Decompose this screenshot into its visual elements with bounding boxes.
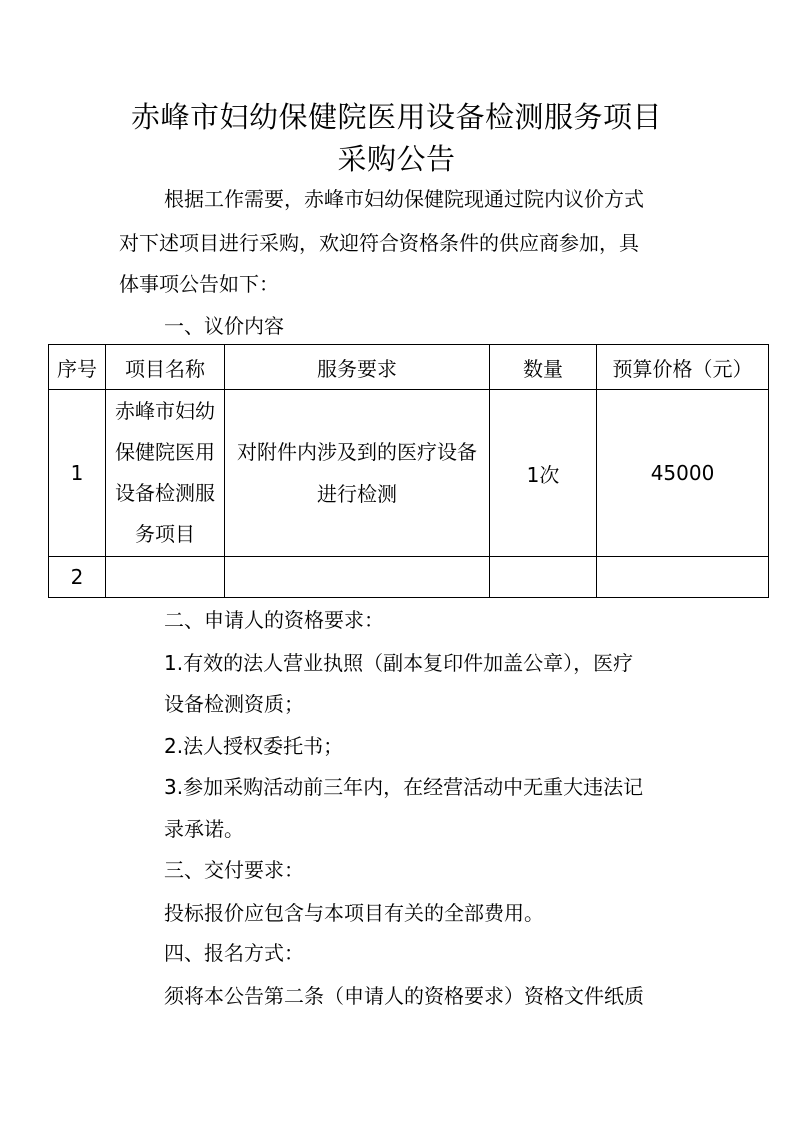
section-1-heading: 一、议价内容	[164, 314, 284, 338]
delivery-requirement-text: 投标报价应包含与本项目有关的全部费用。	[164, 901, 544, 925]
cell-quantity: 1次	[490, 390, 597, 557]
table-row	[49, 390, 769, 557]
qualification-1-line-1: 1.有效的法人营业执照（副本复印件加盖公章），医疗	[164, 651, 634, 675]
header-service-requirement: 服务要求	[225, 345, 490, 390]
cell-service-requirement	[225, 557, 490, 598]
cell-budget: 45000	[597, 390, 769, 557]
cell-service-requirement	[225, 390, 490, 557]
cell-quantity	[490, 557, 597, 598]
project-name-line: 赤峰市妇幼	[115, 399, 215, 423]
header-project-name: 项目名称	[106, 345, 225, 390]
cell-number: 2	[49, 557, 106, 598]
table-row	[49, 557, 769, 598]
qualification-1-line-2: 设备检测资质；	[164, 692, 304, 716]
service-line: 进行检测	[317, 482, 397, 506]
intro-line-3: 体事项公告如下：	[119, 272, 279, 296]
table-header-row	[49, 345, 769, 390]
service-line: 对附件内涉及到的医疗设备	[237, 440, 477, 464]
page-title-line-1: 赤峰市妇幼保健院医用设备检测服务项目	[130, 100, 662, 134]
project-name-line: 设备检测服	[115, 481, 215, 505]
registration-method-text: 须将本公告第二条（申请人的资格要求）资格文件纸质	[164, 984, 644, 1008]
header-number: 序号	[49, 345, 106, 390]
header-budget-price: 预算价格（元）	[597, 345, 769, 390]
qualification-3-line-1: 3.参加采购活动前三年内，在经营活动中无重大违法记	[164, 775, 644, 799]
project-name-line: 保健院医用	[115, 440, 215, 464]
section-3-heading: 三、交付要求：	[164, 858, 304, 882]
section-4-heading: 四、报名方式：	[164, 941, 304, 965]
cell-project-name	[106, 390, 225, 557]
qualification-2: 2.法人授权委托书；	[164, 734, 344, 758]
intro-line-1: 根据工作需要，赤峰市妇幼保健院现通过院内议价方式	[164, 187, 644, 211]
page-title-line-2: 采购公告	[337, 142, 456, 176]
cell-budget	[597, 557, 769, 598]
section-2-heading: 二、申请人的资格要求：	[164, 608, 384, 632]
cell-project-name	[106, 557, 225, 598]
header-quantity: 数量	[490, 345, 597, 390]
intro-line-2: 对下述项目进行采购，欢迎符合资格条件的供应商参加，具	[119, 231, 639, 255]
qualification-3-line-2: 录承诺。	[164, 817, 244, 841]
project-name-line: 务项目	[135, 522, 195, 546]
cell-number: 1	[49, 390, 106, 557]
pricing-table	[48, 344, 769, 598]
